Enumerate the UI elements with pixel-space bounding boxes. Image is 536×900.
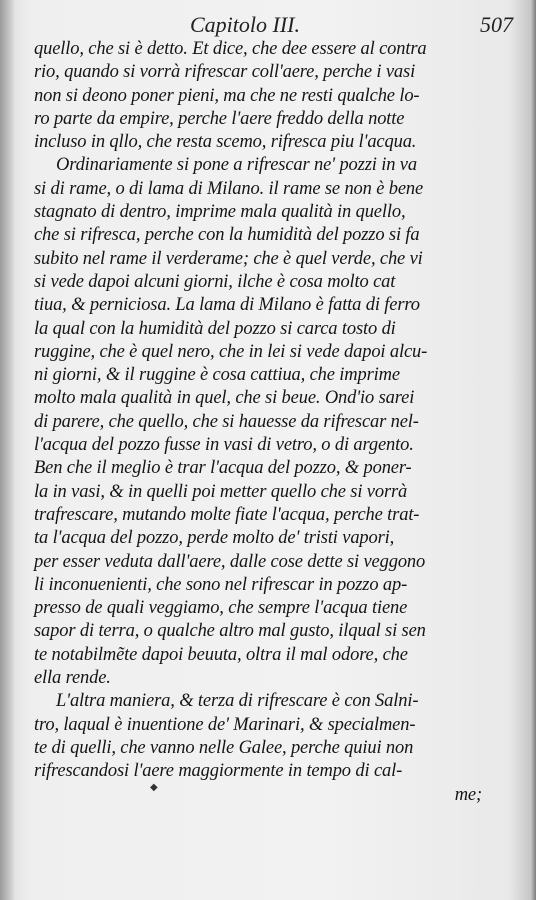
text-line: L'altra maniera, & terza di rifrescare è con Salni-: [56, 691, 419, 712]
text-line: rio, quando si vorrà rifrescar coll'aere, perche i vasi: [34, 62, 416, 83]
text-line: sapor di terra, o qualche altro mal gusto, ilqual si sen: [34, 621, 426, 642]
text-line: te notabilmẽte dapoi beuuta, oltra il mal odore, che: [34, 644, 408, 665]
text-line: ro parte da empire, perche l'aere freddo della notte: [34, 108, 405, 129]
text-line: ruggine, che è quel nero, che in lei si vede dapoi alcu-: [34, 341, 428, 362]
text-line: incluso in qllo, che resta scemo, rifresca piu l'acqua.: [34, 132, 417, 153]
chapter-heading: Capitolo III.: [190, 12, 300, 37]
text-line: trafrescare, mutando molte fiate l'acqua, perche trat-: [34, 504, 420, 525]
text-line: la in vasi, & in quelli poi metter quello che si vorrà: [34, 481, 408, 502]
text-line: che si rifresca, perche con la humidità del pozzo si fa: [34, 225, 420, 246]
catchword: me;: [454, 784, 482, 805]
text-line: li inconuenienti, che sono nel rifrescar in pozzo ap-: [34, 574, 408, 595]
text-line: Ordinariamente si pone a rifrescar ne' pozzi in va: [56, 155, 417, 176]
text-line: stagnato di dentro, imprime mala qualità in quello,: [34, 202, 406, 223]
text-line: subito nel rame il verderame; che è quel verde, che vi: [34, 248, 423, 269]
text-line: si di rame, o di lama di Milano. il rame se non è bene: [34, 178, 424, 199]
page-number: 507: [480, 12, 513, 37]
text-line: tro, laqual è inuentione de' Marinari, & specialmen-: [34, 714, 416, 735]
text-line: la qual con la humidità del pozzo si carca tosto di: [34, 318, 396, 339]
text-line: si vede dapoi alcuni giorni, ilche è cosa molto cat: [34, 271, 396, 292]
text-line: molto mala qualità in quel, che si beue. Ond'io sarei: [34, 388, 415, 409]
text-line: Ben che il meglio è trar l'acqua del pozzo, & poner-: [34, 458, 412, 479]
text-line: ni giorni, & il ruggine è cosa cattiua, che imprime: [34, 365, 400, 386]
text-line: ta l'acqua del pozzo, perde molto de' tristi vapori,: [34, 528, 395, 549]
text-line: per esser veduta dall'aere, dalle cose dette si veggono: [34, 551, 426, 572]
text-line: quello, che si è detto. Et dice, che dee essere al contra: [34, 39, 427, 59]
ink-blot: ◆: [150, 782, 158, 793]
text-line: tiua, & perniciosa. La lama di Milano è fatta di ferro: [34, 295, 420, 316]
text-line: di parere, che quello, che si hauesse da rifrescar nel-: [34, 411, 419, 432]
text-line: te di quelli, che vanno nelle Galee, perche quiui non: [34, 737, 414, 758]
body-text: [34, 38, 482, 807]
text-line: l'acqua del pozzo fusse in vasi di vetro, o di argento.: [34, 435, 414, 456]
text-line: presso de quali veggiamo, che sempre l'acqua tiene: [34, 598, 408, 619]
page-edge: [530, 0, 536, 900]
text-line: ella rende.: [34, 668, 111, 689]
binding-gutter: [0, 0, 14, 900]
text-line: rifrescandosi l'aere maggiormente in tempo di cal-: [34, 761, 403, 782]
text-line: non si deono poner pieni, ma che ne resti qualche lo-: [34, 85, 420, 106]
